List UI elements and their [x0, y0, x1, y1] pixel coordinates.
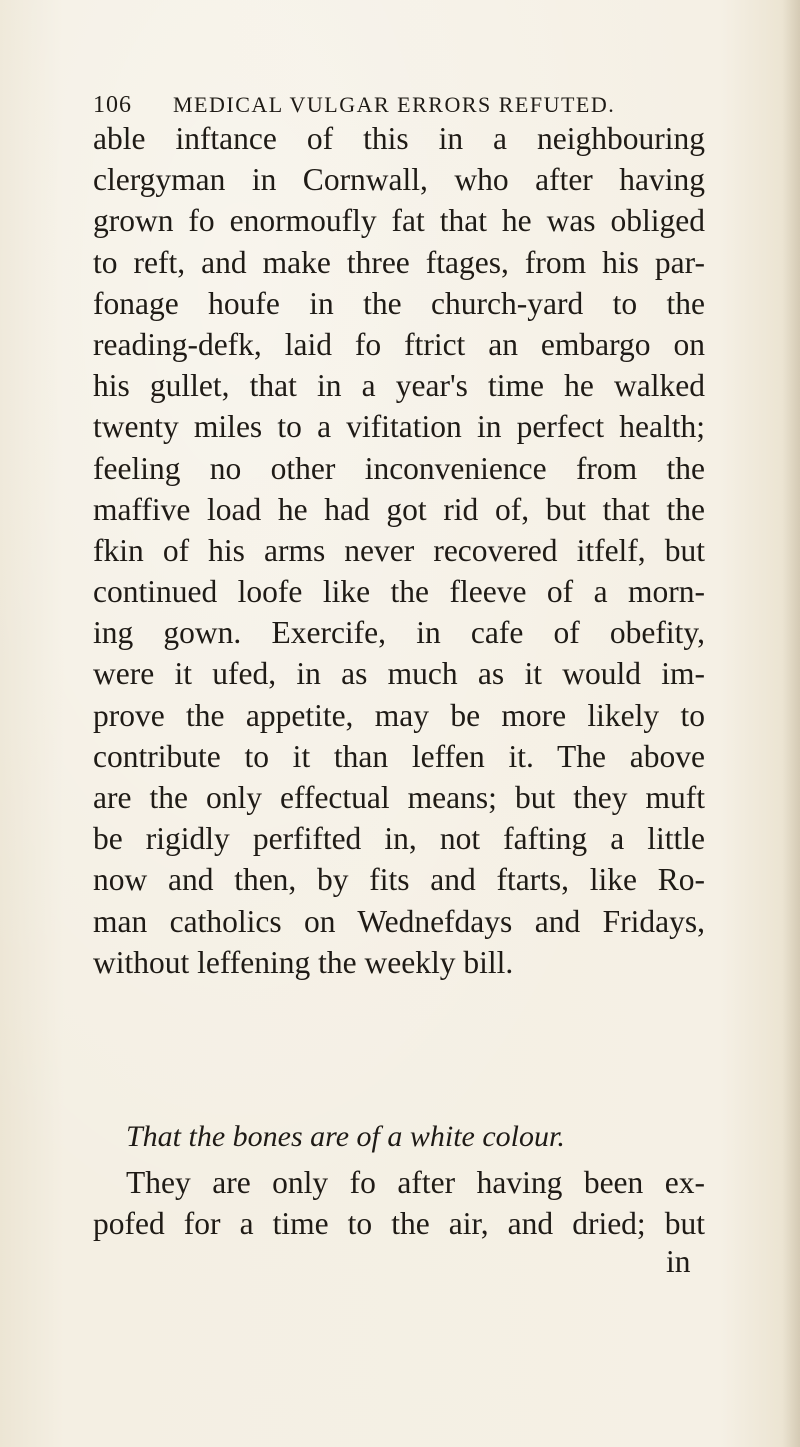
text-line: contribute to it than leffen it. The above: [93, 738, 705, 774]
page-header: [93, 92, 615, 119]
text-line: prove the appetite, may be more likely to: [93, 697, 705, 733]
page-number: 106: [93, 92, 132, 118]
body-text: [93, 118, 705, 983]
text-line: be rigidly perfifted in, not fafting a little: [93, 821, 705, 857]
text-line: fonage houfe in the church-yard to the: [93, 285, 705, 321]
text-line: They are only fo after having been ex-: [126, 1165, 705, 1200]
section-heading: That the bones are of a white colour.: [126, 1120, 565, 1153]
text-line: able inftance of this in a neighbouring: [93, 121, 705, 156]
text-line: were it ufed, in as much as it would im-: [93, 656, 705, 692]
text-line: ing gown. Exercife, in cafe of obefity,: [93, 615, 705, 651]
text-line: pofed for a time to the air, and dried; but: [93, 1206, 705, 1242]
text-line: grown fo enormoufly fat that he was obliged: [93, 203, 705, 239]
section-text: [93, 1162, 705, 1244]
text-line: his gullet, that in a year's time he walked: [93, 368, 705, 404]
text-line: clergyman in Cornwall, who after having: [93, 162, 705, 198]
text-line: continued loofe like the fleeve of a morn-: [93, 574, 705, 610]
text-line: without leffening the weekly bill.: [93, 944, 514, 980]
running-title: MEDICAL VULGAR ERRORS REFUTED.: [173, 92, 616, 117]
text-line: twenty miles to a vifitation in perfect health;: [93, 409, 705, 445]
text-line: now and then, by fits and ftarts, like Ro-: [93, 862, 705, 898]
catchword: in: [666, 1244, 691, 1279]
text-line: reading-defk, laid fo ftrict an embargo on: [93, 326, 705, 362]
text-line: man catholics on Wednefdays and Fridays,: [93, 903, 705, 939]
text-line: to reft, and make three ftages, from his par-: [93, 244, 705, 280]
page-edge-shadow: [782, 0, 800, 1447]
text-line: feeling no other inconvenience from the: [93, 450, 705, 486]
text-line: are the only effectual means; but they muft: [93, 780, 705, 815]
text-line: fkin of his arms never recovered itfelf, but: [93, 532, 705, 568]
text-line: maffive load he had got rid of, but that the: [93, 491, 705, 527]
